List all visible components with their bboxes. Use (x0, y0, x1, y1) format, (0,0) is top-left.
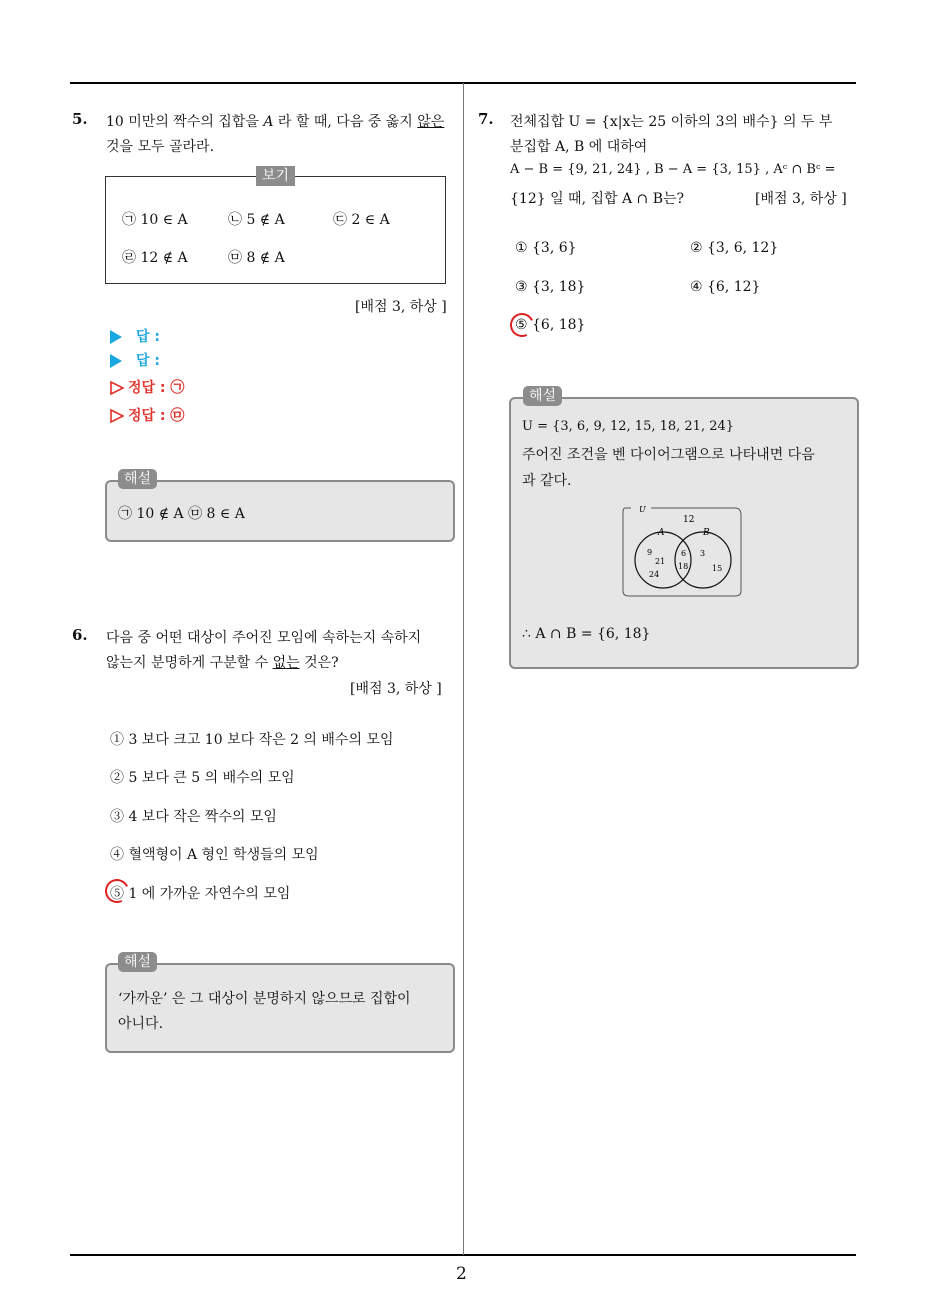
choice-3[interactable]: ③ {3, 18} (515, 279, 586, 295)
solution-text: 주어진 조건을 벤 다이어그램으로 나타내면 다음 (522, 447, 815, 463)
question-5-number: 5. (72, 110, 88, 128)
bogi-label: 보기 (256, 166, 295, 186)
question-6-number: 6. (72, 626, 88, 644)
solution-label: 해설 (523, 386, 562, 406)
question-5-score: [배점 3, 하상 ] (355, 299, 447, 315)
venn-a-only: 9 (647, 548, 653, 557)
venn-both: 6 (681, 549, 687, 558)
venn-label-a: A (658, 528, 665, 538)
selected-answer-mark (507, 310, 538, 341)
question-5-text-line2: 것을 모두 골라라. (106, 139, 215, 155)
correct-answer-row: 정답 : ㉤ (110, 405, 184, 425)
choice-2[interactable]: ② {3, 6, 12} (690, 240, 779, 256)
question-7-text-line2: 분집합 A, B 에 대하여 (510, 139, 648, 155)
question-7-text-line3: A − B = {9, 21, 24} , B − A = {3, 15} , Aᶜ ∩ Bᶜ = (510, 162, 836, 177)
venn-a-only: 24 (649, 570, 660, 579)
solution-box-q6 (105, 963, 455, 1053)
answer-row: 답 : (110, 350, 160, 370)
answer-row: 답 : (110, 326, 160, 346)
bogi-item: ㉡ 5 ∉ A (228, 212, 285, 228)
solution-label: 해설 (118, 469, 157, 489)
correct-answer-row: 정답 : ㉠ (110, 377, 184, 397)
outline-triangle-icon (110, 381, 124, 395)
venn-outside: 12 (683, 515, 695, 525)
choice-1[interactable]: ① 3 보다 크고 10 보다 작은 2 의 배수의 모임 (110, 732, 394, 748)
question-6-text-line1: 다음 중 어떤 대상이 주어진 모임에 속하는지 속하지 (106, 630, 422, 646)
page-number: 2 (456, 1264, 467, 1284)
choice-4[interactable]: ④ {6, 12} (690, 279, 761, 295)
bogi-item: ㉠ 10 ∈ A (122, 212, 188, 228)
venn-both: 18 (678, 562, 689, 571)
venn-label-b: B (703, 528, 710, 538)
choice-5[interactable]: ⑤ {6, 18} (515, 317, 586, 333)
solution-text: 과 같다. (522, 473, 572, 489)
choice-4[interactable]: ④ 혈액형이 A 형인 학생들의 모임 (110, 847, 319, 863)
solution-text: 아니다. (118, 1016, 164, 1032)
question-5-text-line1: 10 미만의 짝수의 집합을 A 라 할 때, 다음 중 옳지 않은 (106, 114, 445, 130)
question-7-text-line4: {12} 일 때, 집합 A ∩ B는? (510, 191, 685, 207)
question-7-number: 7. (478, 110, 494, 128)
question-6-score: [배점 3, 하상 ] (350, 681, 442, 697)
column-divider (463, 83, 464, 1255)
venn-universe-label: U (639, 505, 646, 514)
conclusion: ∴ A ∩ B = {6, 18} (522, 626, 651, 642)
play-icon (110, 354, 122, 368)
question-7-text-line1: 전체집합 U = {x|x는 25 이하의 3의 배수} 의 두 부 (510, 114, 833, 130)
outline-triangle-icon (110, 409, 124, 423)
question-7-score: [배점 3, 하상 ] (755, 191, 847, 207)
choice-1[interactable]: ① {3, 6} (515, 240, 577, 256)
venn-diagram (621, 505, 745, 597)
solution-text: ‘가까운’ 은 그 대상이 분명하지 않으므로 집합이 (118, 991, 411, 1007)
question-6-text-line2: 않는지 분명하게 구분할 수 없는 것은? (106, 655, 339, 671)
solution-text: ㉠ 10 ∉ A ㉤ 8 ∈ A (118, 506, 245, 522)
play-icon (110, 330, 122, 344)
venn-b-only: 15 (712, 564, 723, 573)
solution-text: U = {3, 6, 9, 12, 15, 18, 21, 24} (522, 419, 735, 434)
venn-set-b (675, 532, 731, 588)
bogi-item: ㉣ 12 ∉ A (122, 250, 188, 266)
choice-5[interactable]: ⑤ 1 에 가까운 자연수의 모임 (110, 886, 291, 902)
choice-3[interactable]: ③ 4 보다 작은 짝수의 모임 (110, 809, 277, 825)
choice-2[interactable]: ② 5 보다 큰 5 의 배수의 모임 (110, 770, 295, 786)
solution-label: 해설 (118, 952, 157, 972)
venn-b-only: 3 (700, 549, 706, 558)
bogi-box (105, 176, 446, 284)
venn-a-only: 21 (655, 557, 666, 566)
bogi-item: ㉢ 2 ∈ A (333, 212, 390, 228)
bogi-item: ㉤ 8 ∉ A (228, 250, 285, 266)
